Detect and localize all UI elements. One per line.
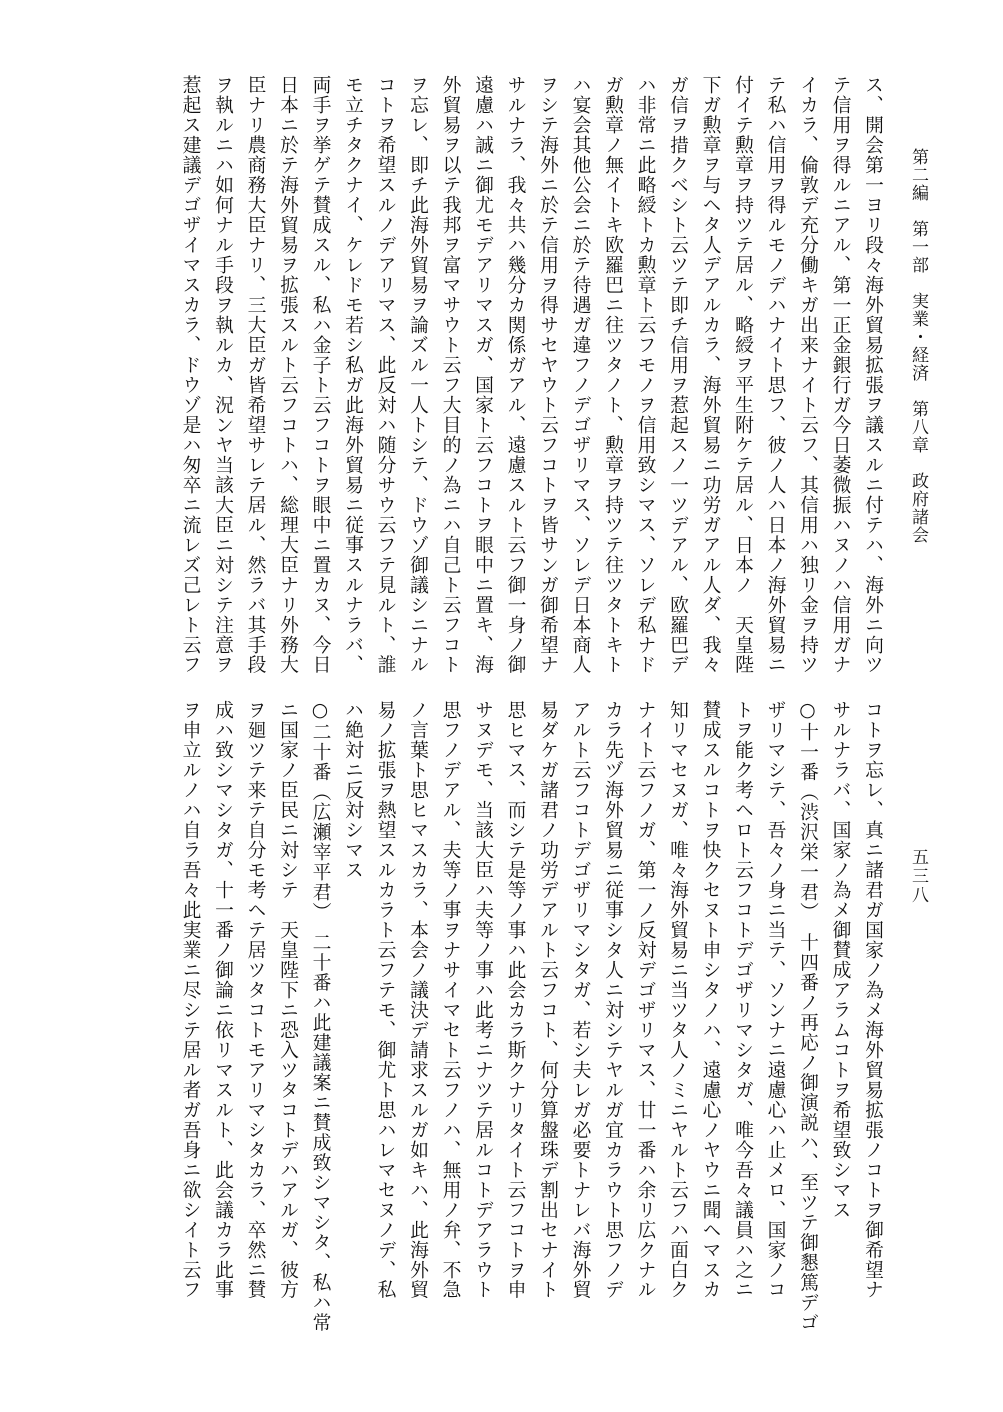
text-column: イカラ、倫敦デ充分働キガ出来ナイト云フ、其信用ハ独リ金ヲ持ツ [797,75,818,675]
text-column: 易ダケガ諸君ノ功労デアルト云フコト、何分算盤珠デ割出セナイト [537,700,558,1300]
text-column: テ信用ヲ得ルニアル、第一正金銀行ガ今日萎微振ハヌノハ信用ガナ [829,75,851,675]
text-column: 思ヒマス、而シテ是等ノ事ハ此会カラ斯クナリタイト云フコトヲ申 [504,700,526,1300]
text-column: ヲ執ルニハ如何ナル手段ヲ執ルカ、況ンヤ当該大臣ニ対シテ注意ヲ [212,75,233,675]
text-column: テ私ハ信用ヲ得ルモノデハナイト思フ、彼ノ人ハ日本ノ海外貿易ニ [764,75,786,675]
text-column: ザリマシテ、吾々ノ身ニ当テ、ソンナニ遠慮心ハ止メロ、国家ノコ [764,700,786,1300]
text-column: サルナラ、我々共ハ幾分カ関係ガアル、遠慮スルト云フ御一身ノ御 [504,75,526,675]
text-column: 外貿易ヲ以テ我邦ヲ富マサウト云フ大目的ノ為ニハ自己ト云フコト [439,75,461,675]
text-column: ガ信ヲ措クベシト云ツテ即チ信用ヲ惹起スノ一ツデアル、欧羅巴デ [667,75,688,675]
text-column: ヲ廻ツテ来テ自分モ考ヘテ居ツタコトモアリマシタカラ、卒然ニ賛 [244,700,266,1300]
text-column: 思フノデアル、夫等ノ事ヲナサイマセト云フノハ、無用ノ弁、不急 [439,700,461,1300]
text-column: ヲシテ海外ニ於テ信用ヲ得サセヤウト云フコトヲ皆サンガ御希望ナ [537,75,558,675]
text-column: アルト云フコトデゴザリマシタガ、若シ夫レガ必要トナレバ海外貿 [569,700,591,1300]
text-column: コトヲ忘レ、真ニ諸君ガ国家ノ為メ海外貿易拡張ノコトヲ御希望ナ [862,700,883,1300]
text-column: ヲ忘レ、即チ此海外貿易ヲ論ズル一人トシテ、ドウゾ御議シニナル [407,75,428,675]
text-column: 知リマセヌガ、唯々海外貿易ニ当ツタ人ノミニヤルト云フハ面白ク [667,700,688,1300]
text-column: サルナラバ、国家ノ為メ御賛成アラムコトヲ希望致シマス [829,700,851,1220]
text-column: コトヲ希望スルノデアリマス、此反対ハ随分サウ云フテ見ルト、誰 [374,75,396,675]
text-column: ナイト云フノガ、第一ノ反対デゴザリマス、廿一番ハ余リ広クナル [634,700,656,1300]
running-header: 第二編 第一部 実業・経済 第八章 政府諸会 [908,148,928,544]
text-column: ハ非常ニ此略綬トカ勲章ト云フモノヲ信用致シマス、ソレデ私ナド [634,75,656,675]
text-column: トヲ能ク考ヘロト云フコトデゴザリマシタガ、唯今吾々議員ハ之ニ [732,700,753,1300]
text-column: ハ宴会其他公会ニ於テ待遇ガ違フノデゴザリマス、ソレデ日本商人 [569,75,591,675]
text-column: 付イテ勲章ヲ持ツテ居ル、略綬ヲ平生附ケテ居ル、日本ノ 天皇陛 [732,75,753,675]
text-column: 惹起ス建議デゴザイマスカラ、ドウゾ是ハ匆卒ニ流レズ己レト云フ [179,75,201,675]
text-column: 易ノ拡張ヲ熱望スルカラト云フテモ、御尤ト思ハレマセヌノデ、私 [374,700,396,1300]
text-column: ノ言葉ト思ヒマスカラ、本会ノ議決デ請求スルガ如キハ、此海外貿 [407,700,428,1300]
text-column: 賛成スルコトヲ快クセヌト申シタノハ、遠慮心ノヤウニ聞ヘマスカ [699,700,721,1300]
text-column: ハ絶対ニ反対シマス [342,700,363,880]
text-column: ○十一番（渋沢栄一君） 十四番ノ再応ノ御演説ハ、至ツテ御懇篤デゴ [797,700,818,1333]
text-column: カラ先ヅ海外貿易ニ従事シタ人ニ対シテヤルガ宜カラウト思フノデ [602,700,623,1300]
text-column: 日本ニ於テ海外貿易ヲ拡張スルト云フコトハ、総理大臣ナリ外務大 [277,75,298,675]
text-column: モ立チタクナイ、ケレドモ若シ私ガ此海外貿易ニ従事スルナラバ、 [342,75,363,675]
upper-text-block [179,75,884,675]
text-column: サヌデモ、当該大臣ハ夫等ノ事ハ此考ニナツテ居ルコトデアラウト [472,700,493,1300]
text-column: 成ハ致シマシタガ、十一番ノ御論ニ依リマスルト、此会議カラ此事 [212,700,233,1300]
text-column: ヲ申立ルノハ自ラ吾々此実業ニ尽シテ居ル者ガ吾身ニ欲シイト云フ [179,700,201,1300]
text-column: 臣ナリ農商務大臣ナリ、三大臣ガ皆希望サレテ居ル、然ラバ其手段 [244,75,266,675]
page-number: 五三八 [908,848,928,905]
text-column: ニ国家ノ臣民ニ対シテ 天皇陛下ニ恐入ツタコトデハアルガ、彼方 [277,700,298,1300]
text-column: 下ガ勲章ヲ与ヘタ人デアルカラ、海外貿易ニ功労ガアル人ダ、我々 [699,75,721,675]
lower-text-block [179,700,884,1333]
text-column: 遠慮ハ誠ニ御尤モデアリマスガ、国家ト云フコトヲ眼中ニ置キ、海 [472,75,493,675]
text-column: ス、開会第一ヨリ段々海外貿易拡張ヲ議スルニ付テハ、海外ニ向ツ [862,75,883,675]
text-column: 両手ヲ挙ゲテ賛成スル、私ハ金子ト云フコトヲ眼中ニ置カヌ、今日 [309,75,331,675]
text-column: ガ勲章ノ無イトキ欧羅巴ニ往ツタノト、勲章ヲ持ツテ往ツタトキト [602,75,623,675]
text-column: ○二十番（広瀬宰平君） 二十番ハ此建議案ニ賛成致シマシタ、私ハ常 [309,700,331,1333]
